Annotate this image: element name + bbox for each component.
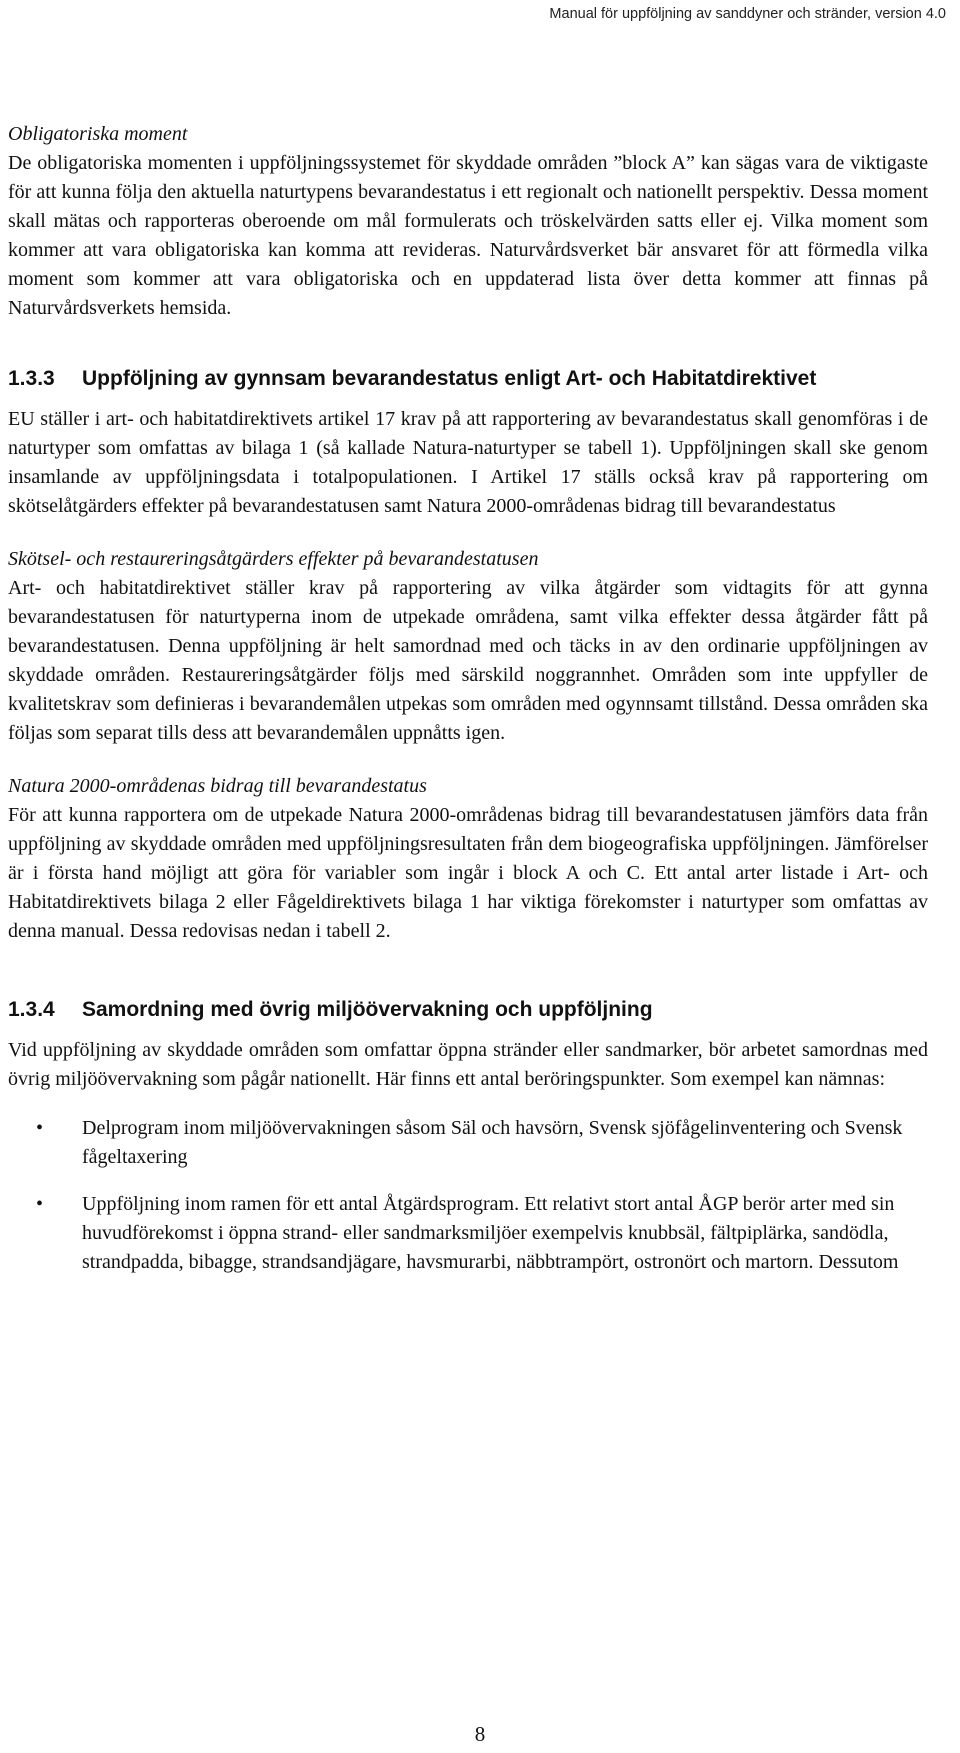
management-effects-title: Skötsel- och restaureringsåtgärders effekter på bevarandestatusen (8, 548, 539, 570)
section-heading-1-3-4 (8, 998, 928, 1022)
running-header: Manual för uppföljning av sanddyner och stränder, version 4.0 (549, 6, 946, 22)
obligatory-title: Obligatoriska moment (8, 123, 188, 145)
list-item-text: Delprogram inom miljöövervakningen såsom Säl och havsörn, Svensk sjöfågelinventering och Svensk fågeltaxering (82, 1117, 903, 1168)
example-list (8, 1114, 928, 1277)
bullet-icon: • (36, 1193, 44, 1215)
coordination-paragraph: Vid uppföljning av skyddade områden som omfattar öppna stränder eller sandmarker, bör arbetet samordnas med övrig miljöövervakning som pågår nationellt. Här finns ett antal beröringspunkter. Som exempel kan nämnas: (8, 1039, 928, 1090)
management-effects-paragraph: Art- och habitatdirektivet ställer krav på rapportering av vilka åtgärder som vidtagits för att gynna bevarandestatusen för naturtyperna inom de utpekade områdena, samt vilka effekter dessa åtgärder fått på bevarandestatusen. Denna uppföljning är helt samordnad med och täcks in av den ordinarie uppföljningen av skyddade områden. Restaureringsåtgärder följs med särskild noggrannhet. Områden som inte uppfyller de kvalitetskrav som definieras i bevarandemålen utpekas som områden med ogynnsamt tillstånd. Dessa områden ska följas som separat tills dess att bevarandemålen uppnåtts igen. (8, 577, 928, 744)
page-number: 8 (474, 1722, 486, 1746)
list-item (8, 1190, 928, 1277)
section-number: 1.3.3 (8, 367, 55, 390)
section-title: Uppföljning av gynnsam bevarandestatus enligt Art- och Habitatdirektivet (82, 367, 817, 390)
natura-contribution-paragraph: För att kunna rapportera om de utpekade Natura 2000-områdenas bidrag till bevarandestatusen jämförs data från uppföljning av skyddade områden med uppföljningsresultaten från dem biogeografiska uppföljningen. Jämförelser är i första hand möjligt att göra för variabler som ingår i block A och C. Ett antal arter listade i Art- och Habitatdirektivets bilaga 2 eller Fågeldirektivets bilaga 1 har viktiga förekomster i naturtyper som omfattas av denna manual. Dessa redovisas nedan i tabell 2. (8, 804, 928, 942)
section-number: 1.3.4 (8, 998, 55, 1021)
bullet-icon: • (36, 1117, 44, 1139)
page-content (8, 120, 928, 1277)
section-title: Samordning med övrig miljöövervakning och uppföljning (82, 998, 653, 1021)
list-item (8, 1114, 928, 1172)
section-heading-1-3-3 (8, 367, 928, 391)
list-item-text: Uppföljning inom ramen för ett antal Åtgärdsprogram. Ett relativt stort antal ÅGP berör arter med sin huvudförekomst i öppna strand- eller sandmarksmiljöer exempelvis knubbsäl, fältpiplärka, sandödla, strandpadda, bibagge, strandsandjägare, havsmurarbi, näbbtrampört, ostronört och martorn. Dessutom (82, 1193, 899, 1273)
obligatory-block (8, 120, 928, 323)
obligatory-paragraph: De obligatoriska momenten i uppföljningssystemet för skyddade områden ”block A” kan sägas vara de viktigaste för att kunna följa den aktuella naturtypens bevarandestatus i ett regionalt och nationellt perspektiv. Dessa moment skall mätas och rapporteras oberoende om mål formulerats och tröskelvärden satts eller ej. Vilka moment som kommer att vara obligatoriska kan komma att revideras. Naturvårdsverket bär ansvaret för att förmedla vilka moment som kommer att vara obligatoriska och en uppdaterad lista över detta kommer att finnas på Naturvårdsverkets hemsida. (8, 152, 928, 319)
natura-contribution-title: Natura 2000-områdenas bidrag till bevarandestatus (8, 775, 427, 797)
article-17-paragraph: EU ställer i art- och habitatdirektivets artikel 17 krav på att rapportering av bevarandestatus skall genomföras i de naturtyper som omfattas av bilaga 1 (så kallade Natura-naturtyper se tabell 1). Uppföljningen skall ske genom insamlande av uppföljningsdata i totalpopulationen. I Artikel 17 ställs också krav på rapportering om skötselåtgärders effekter på bevarandestatusen samt Natura 2000-områdenas bidrag till bevarandestatus (8, 408, 928, 517)
